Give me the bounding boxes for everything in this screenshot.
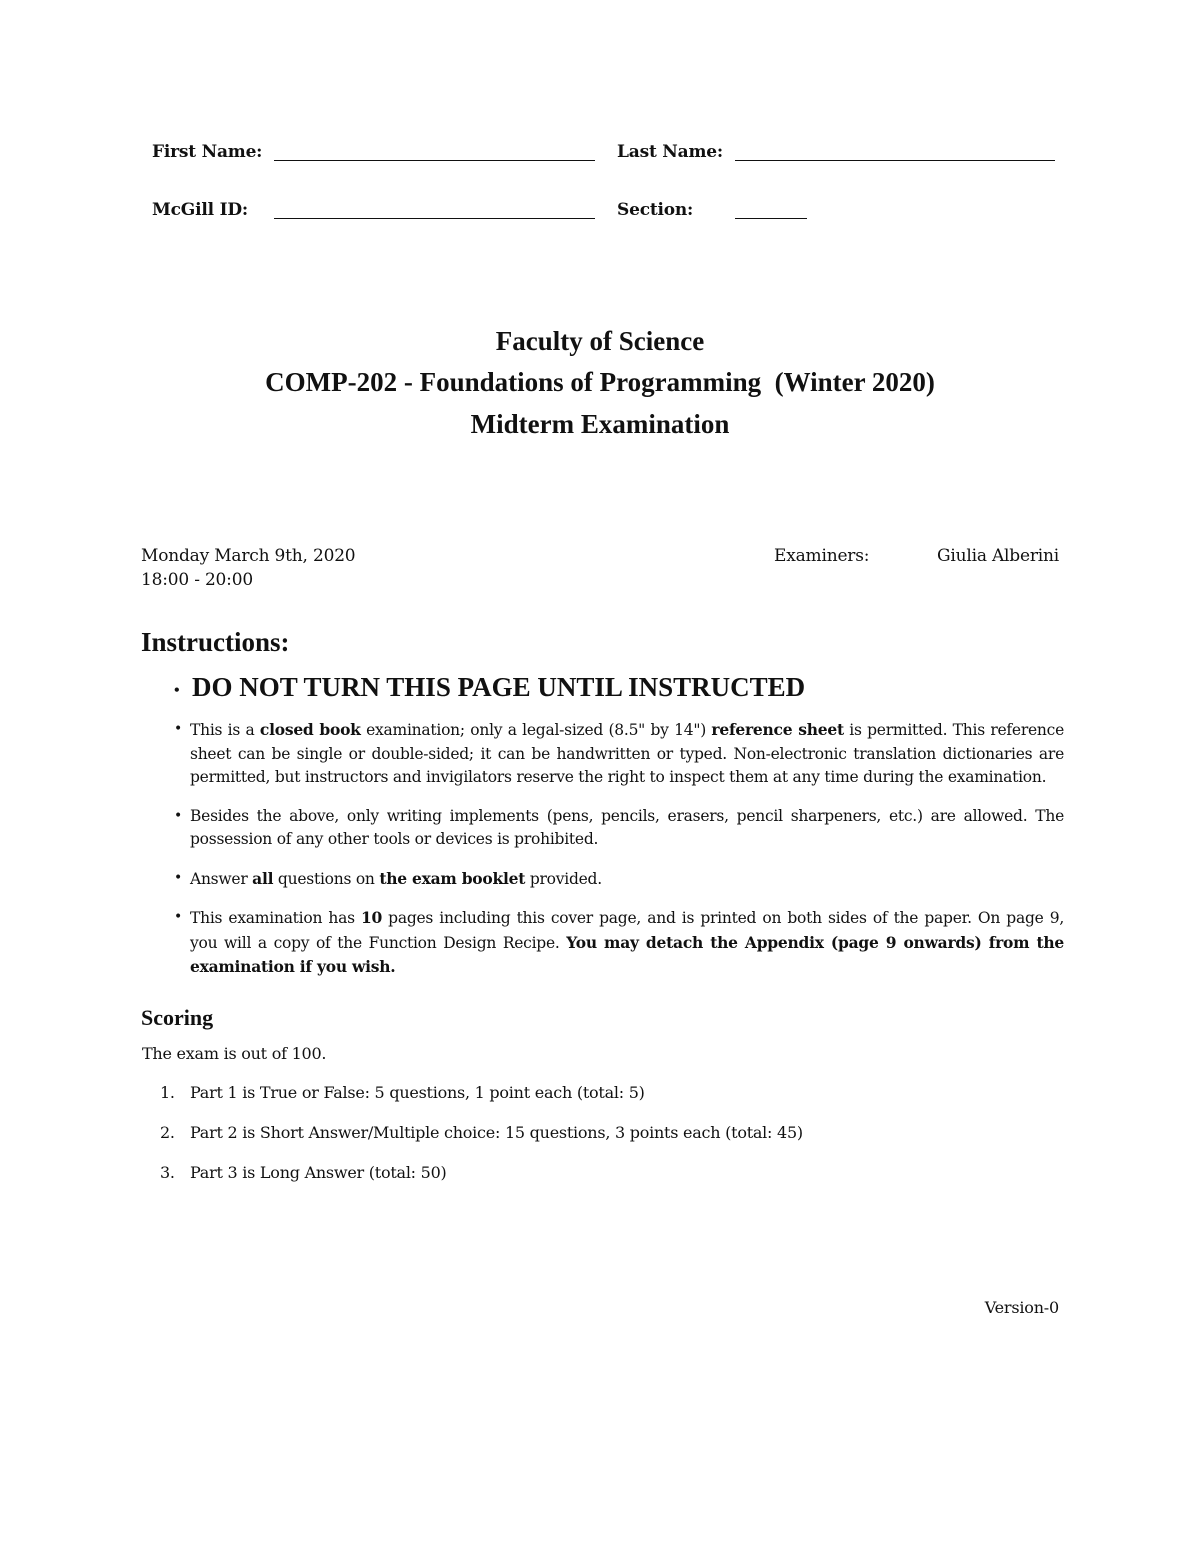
section-line[interactable] <box>735 218 807 219</box>
instruction-item <box>174 718 1064 790</box>
last-name-label: Last Name: <box>617 142 723 162</box>
bullet-icon: • <box>174 682 180 699</box>
scoring-item-text: Part 3 is Long Answer (total: 50) <box>190 1163 447 1182</box>
instruction-text-part: 10 <box>360 908 383 927</box>
bullet-icon: • <box>174 909 183 925</box>
instruction-text-part: This examination has <box>190 909 361 927</box>
scoring-item-number: 2. <box>160 1123 175 1142</box>
bullet-icon: • <box>174 721 183 737</box>
exam-time: 18:00 - 20:00 <box>141 570 253 590</box>
instruction-text-part: You may detach the Appendix (page 9 onwards) from the examination if you wish. <box>190 932 1064 976</box>
instruction-text-part: examination; only a legal-sized (8.5" by 14") <box>360 721 712 739</box>
exam-date: Monday March 9th, 2020 <box>141 546 356 566</box>
instruction-text-part: reference sheet <box>711 720 844 739</box>
faculty-title: Faculty of Science <box>495 326 705 356</box>
course-title: COMP-202 - Foundations of Programming (Winter 2020) <box>265 367 935 397</box>
first-name-label: First Name: <box>152 142 263 162</box>
scoring-item <box>160 1162 803 1202</box>
instruction-text-part: questions on <box>273 869 380 888</box>
scoring-item <box>160 1122 803 1162</box>
instruction-text-part: pages including this cover page, and is printed on both sides of the paper. On page 9, you will a copy of the Function Design Recipe. <box>190 909 1064 952</box>
scoring-item-text: Part 1 is True or False: 5 questions, 1 point each (total: 5) <box>190 1083 645 1102</box>
instruction-text-part: all <box>252 868 274 888</box>
instruction-text-part: Answer <box>190 869 253 888</box>
instruction-item <box>174 906 1064 980</box>
scoring-heading: Scoring <box>141 1005 214 1030</box>
section-label: Section: <box>617 200 694 220</box>
bullet-icon: • <box>174 869 183 886</box>
scoring-item-number: 3. <box>160 1163 175 1182</box>
instructions-list <box>174 672 1064 995</box>
version-label: Version-0 <box>984 1298 1059 1317</box>
examiners-label: Examiners: <box>774 546 870 566</box>
instruction-text-part: This is a <box>190 721 260 739</box>
last-name-line[interactable] <box>735 160 1055 161</box>
exam-title: Midterm Examination <box>470 409 730 439</box>
scoring-item-text: Part 2 is Short Answer/Multiple choice: 15 questions, 3 points each (total: 45) <box>190 1123 803 1142</box>
instruction-item <box>174 867 1064 892</box>
instruction-text: DO NOT TURN THIS PAGE UNTIL INSTRUCTED <box>192 672 806 702</box>
instruction-text-part: is permitted. This reference sheet can be single or double-sided; it can be handwritten or typed. Non-electronic translation dictionaries are permitted, but instructors and invigilators reserve the right to inspect them at any time during the examination. <box>190 721 1065 786</box>
instruction-item <box>174 672 1064 702</box>
mcgill-id-label: McGill ID: <box>152 200 248 220</box>
instruction-item <box>174 805 1064 852</box>
scoring-intro: The exam is out of 100. <box>142 1044 327 1063</box>
instructions-heading: Instructions: <box>141 627 290 657</box>
bullet-icon: • <box>174 807 183 824</box>
scoring-list <box>160 1082 803 1202</box>
instruction-text-part: closed book <box>259 720 361 739</box>
instruction-text-part: Besides the above, only writing implements (pens, pencils, erasers, pencil sharpeners, etc.) are allowed. The possession of any other tools or devices is prohibited. <box>190 806 1064 848</box>
mcgill-id-line[interactable] <box>274 218 595 219</box>
scoring-item <box>160 1082 803 1122</box>
examiner-name: Giulia Alberini <box>937 546 1059 566</box>
scoring-item-number: 1. <box>160 1083 175 1102</box>
instruction-text-part: the exam booklet <box>379 868 526 888</box>
first-name-line[interactable] <box>274 160 595 161</box>
instruction-text-part: provided. <box>525 869 602 888</box>
